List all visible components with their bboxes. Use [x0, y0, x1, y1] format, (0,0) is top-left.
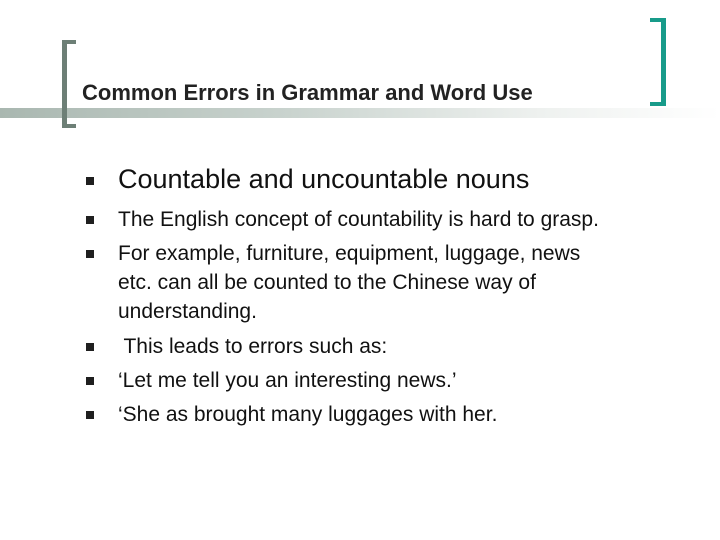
bullet-item: ‘She as brought many luggages with her.	[118, 403, 498, 426]
bullet-item-line: For example, furniture, equipment, luggage, news	[118, 242, 581, 265]
bullet-item-line: understanding.	[118, 300, 257, 323]
bullet-item: This leads to errors such as:	[118, 335, 388, 358]
slide-title: Common Errors in Grammar and Word Use	[82, 80, 533, 105]
bullet-square-icon	[86, 377, 94, 385]
bullet-square-icon	[86, 177, 94, 185]
bullet-square-icon	[86, 216, 94, 224]
bullet-item-heading: Countable and uncountable nouns	[118, 164, 530, 194]
bullet-square-icon	[86, 250, 94, 258]
bullet-item-line: etc. can all be counted to the Chinese way of	[118, 271, 536, 294]
bullet-item: The English concept of countability is hard to grasp.	[118, 208, 599, 231]
bullet-square-icon	[86, 411, 94, 419]
bullet-square-icon	[86, 343, 94, 351]
bullet-item: ‘Let me tell you an interesting news.’	[118, 369, 457, 392]
